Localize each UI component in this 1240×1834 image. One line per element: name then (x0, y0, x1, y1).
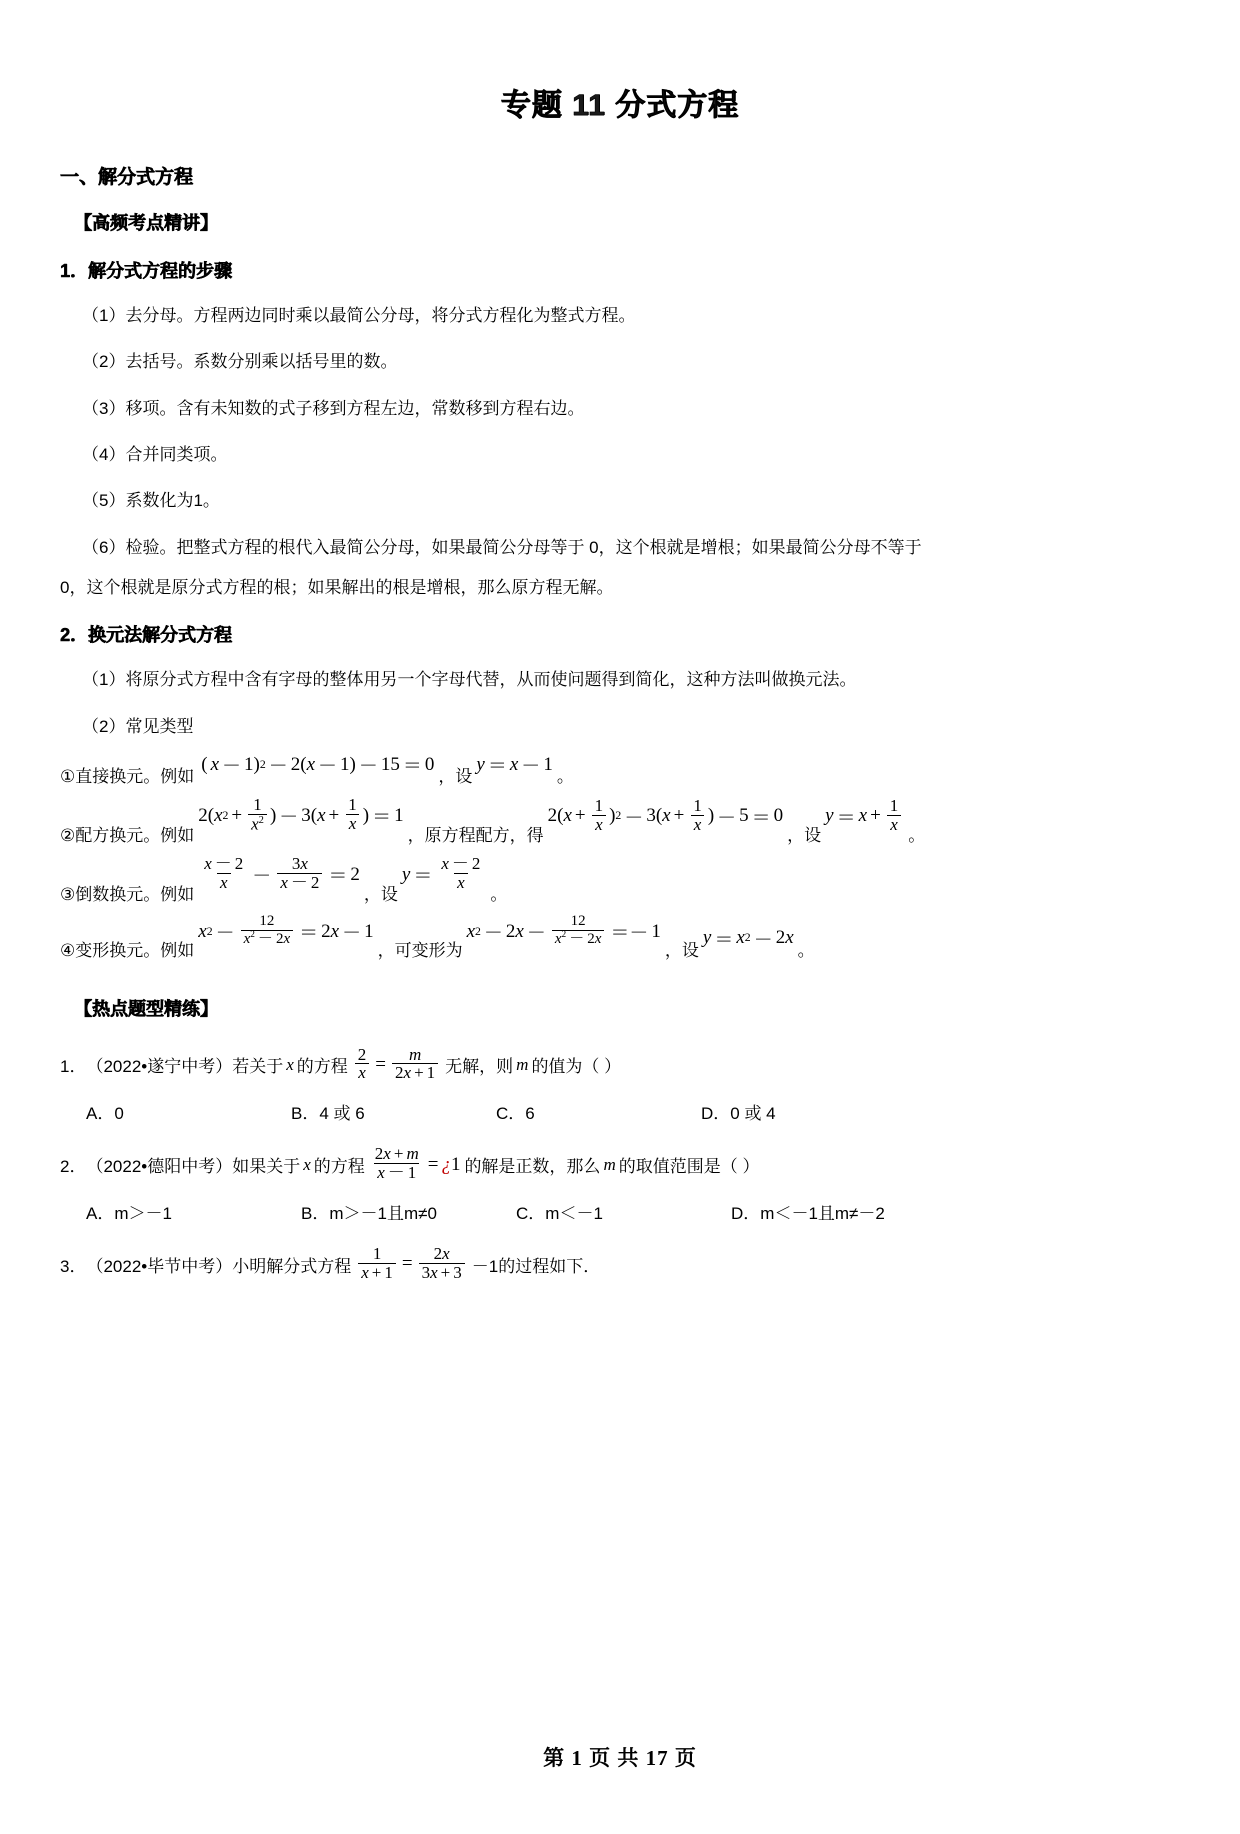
choice-b[interactable]: B．4 或 6 (291, 1104, 365, 1124)
substitution-type-3-substitution: y ＝ $\frac{x - 2}{x}$ (401, 854, 481, 893)
substitution-type-1-mid: ，设 (438, 767, 473, 787)
substitution-type-1-formula: ( x － 1) 2 － 2( x － 1) － 15 ＝ 0 (201, 753, 435, 778)
question-2-choices (86, 1199, 1180, 1224)
step-item: （4）合并同类项。 (82, 445, 228, 465)
substitution-type-2-formula: 2( x 2 + $\frac{1}{x^2}$ ) － 3( x + $\frac{1}{x}$ ) ＝ 1 (198, 795, 404, 834)
step-item: （6）检验。把整式方程的根代入最简公分母，如果最简公分母等于 0，这个根就是增根；如果最简公分母不等于 (82, 537, 922, 557)
question-3-text-before: 小明解分式方程 (232, 1256, 352, 1276)
question-2 (60, 1146, 1180, 1183)
question-2-source: （2022•德阳中考） (86, 1157, 233, 1177)
question-2-text-after: 的解是正数，那么 (464, 1157, 601, 1177)
question-2-equation: $\frac{2x + m}{x - 1}$ = ¿ 1 (374, 1144, 461, 1183)
question-1-text-before: 若关于 (232, 1057, 284, 1077)
substitution-type-2 (60, 795, 1180, 846)
substitution-type-2-formula-2: 2( x + $\frac{1}{x}$ ) 2 － 3( x + $\frac{1}{x}$ ) － 5 ＝ 0 (547, 795, 784, 834)
substitution-type-3 (60, 854, 1180, 905)
substitution-type-3-label: ③倒数换元。例如 (60, 885, 195, 905)
substitution-type-2-end: 。 (908, 826, 926, 846)
choice-c[interactable]: C．m＜－1 (516, 1204, 603, 1223)
question-1-variable: x (286, 1054, 294, 1074)
topic-heading-steps: 1．解分式方程的步骤 (60, 261, 233, 281)
substitution-point-2: （2）常见类型 (82, 716, 194, 736)
substitution-type-4-substitution: y ＝ x 2 － 2 x (702, 927, 794, 951)
question-3-source: （2022•毕节中考） (86, 1256, 233, 1276)
topic-heading-substitution: 2．换元法解分式方程 (60, 625, 233, 646)
question-3-text-after: －1的过程如下． (471, 1256, 601, 1276)
document-page (0, 80, 1240, 1834)
page-footer: 第 1 页 共 17 页 (543, 1746, 697, 1770)
question-2-text-mid: 的方程 (313, 1157, 365, 1177)
substitution-type-2-label: ②配方换元。例如 (60, 826, 195, 846)
question-1 (60, 1044, 1180, 1084)
question-3-equation: $\frac{1}{x + 1}$ = $\frac{2x}{3x + 3}$ (355, 1246, 468, 1283)
choice-d[interactable]: D．0 或 4 (701, 1104, 776, 1124)
question-2-text-before: 如果关于 (232, 1157, 301, 1177)
substitution-type-4-formula-2: x 2 － 2 x － $\frac{12}{x^2 - 2x}$ ＝－ 1 (466, 913, 661, 947)
choice-a[interactable]: A．0 (86, 1104, 124, 1124)
choice-d[interactable]: D．m＜－1且m≠－2 (731, 1204, 885, 1223)
step-item-continuation: 0，这个根就是原分式方程的根；如果解出的根是增根，那么原方程无解。 (60, 578, 614, 598)
question-1-text-after: 无解，则 (445, 1057, 514, 1077)
step-item: （5）系数化为1。 (82, 491, 220, 511)
substitution-type-3-end: 。 (490, 885, 508, 905)
substitution-type-3-mid: ，设 (363, 885, 398, 905)
question-3 (60, 1246, 1180, 1283)
substitution-type-4-formula: x 2 － $\frac{12}{x^2 - 2x}$ ＝ 2 x － 1 (198, 913, 374, 947)
page-title: 专题 11 分式方程 (500, 89, 740, 122)
substitution-type-4 (60, 913, 1180, 961)
choice-c[interactable]: C．6 (496, 1104, 535, 1124)
substitution-type-2-mid-2: ，设 (787, 826, 822, 846)
substitution-type-2-mid: ，原方程配方，得 (407, 826, 544, 846)
substitution-type-1-label: ①直接换元。例如 (60, 767, 195, 787)
substitution-point-1: （1）将原分式方程中含有字母的整体用另一个字母代替，从而使问题得到简化，这种方法叫做换元法。 (82, 670, 857, 690)
question-1-text-mid: 的方程 (296, 1057, 348, 1077)
bracket-heading-key-points: 【高频考点精讲】 (74, 213, 218, 233)
question-1-text-tail: 的值为（ ） (531, 1057, 622, 1077)
substitution-type-4-mid-2: ，设 (664, 940, 699, 960)
question-1-source: （2022•遂宁中考） (86, 1057, 233, 1077)
question-2-text-tail: 的取值范围是（ ） (618, 1157, 760, 1177)
substitution-type-1 (60, 753, 1180, 787)
substitution-type-1-end: 。 (556, 767, 574, 787)
question-3-number: 3． (60, 1256, 87, 1276)
substitution-type-2-substitution: y ＝ x + $\frac{1}{x}$ (825, 798, 904, 835)
question-1-choices (86, 1099, 1180, 1124)
question-2-number: 2． (60, 1157, 87, 1177)
substitution-type-4-label: ④变形换元。例如 (60, 940, 195, 960)
choice-b[interactable]: B．m＞－1且m≠0 (301, 1204, 437, 1223)
substitution-type-4-mid: ，可变形为 (377, 940, 463, 960)
step-item: （2）去括号。系数分别乘以括号里的数。 (82, 352, 398, 372)
step-item: （1）去分母。方程两边同时乘以最简公分母，将分式方程化为整式方程。 (82, 306, 636, 325)
question-2-variable: x (303, 1154, 311, 1174)
substitution-type-4-end: 。 (797, 940, 815, 960)
step-item: （3）移项。含有未知数的式子移到方程左边，常数移到方程右边。 (82, 398, 585, 418)
question-2-variable-2: m (603, 1154, 616, 1174)
question-1-variable-2: m (516, 1054, 529, 1074)
substitution-type-3-formula: $\frac{x - 2}{x}$ － $\frac{3x}{x - 2}$ ＝ 2 (204, 854, 360, 893)
section-heading-1: 一、解分式方程 (60, 167, 194, 188)
substitution-type-1-substitution: y ＝ x － 1 (476, 753, 553, 778)
question-1-number: 1． (60, 1057, 87, 1077)
choice-a[interactable]: A．m＞－1 (86, 1204, 172, 1223)
bracket-heading-practice: 【热点题型精练】 (74, 998, 218, 1019)
question-1-equation: $\frac{2}{x}$ = $\frac{m}{2x + 1}$ (352, 1047, 441, 1084)
